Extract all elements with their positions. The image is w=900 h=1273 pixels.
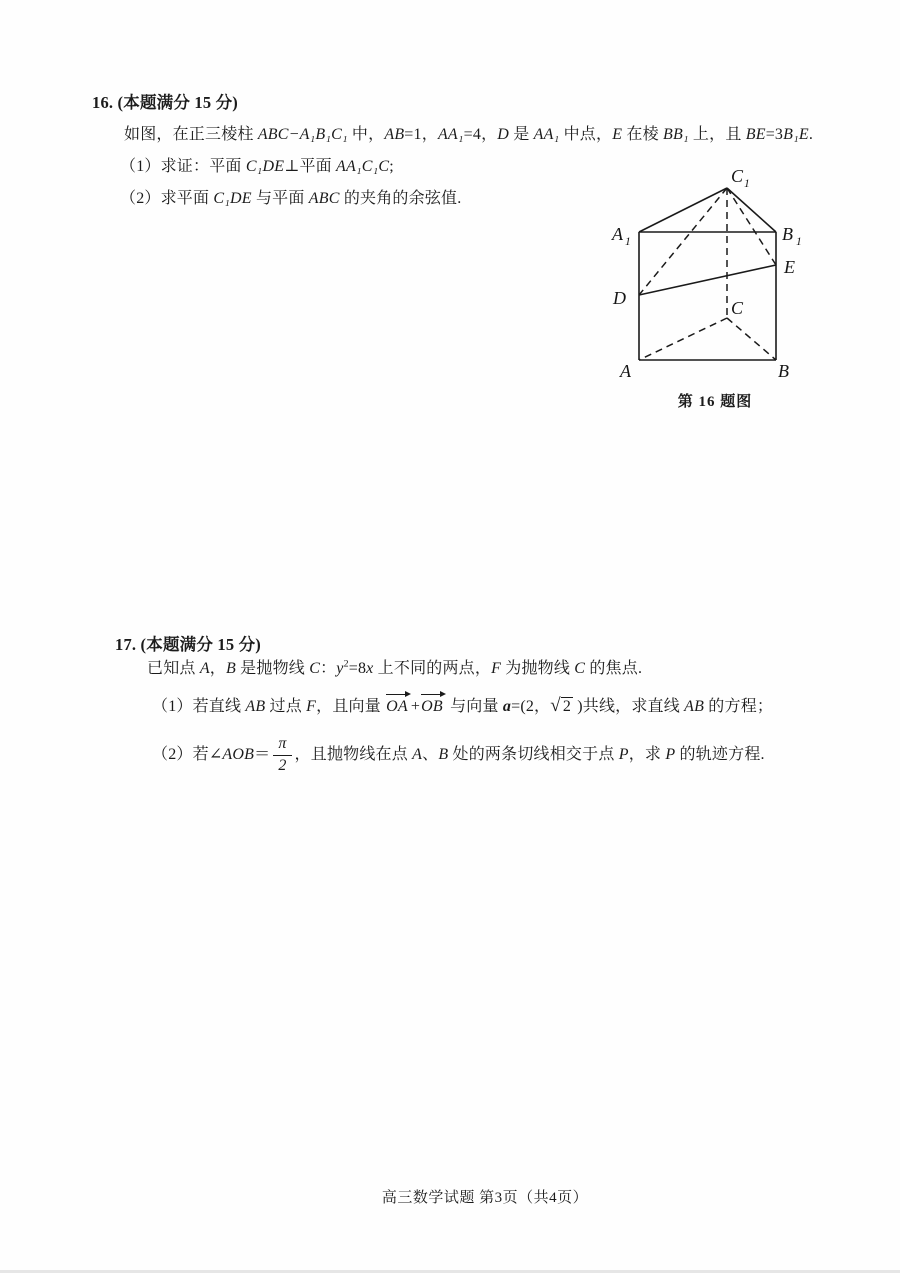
prism-solid-edges: [639, 188, 776, 360]
text-segment: （2）求平面: [120, 190, 214, 207]
vertex-label-A1: A: [612, 224, 623, 244]
text-segment: AOB: [222, 746, 255, 763]
text-segment: 中，: [347, 126, 385, 143]
text-segment: a: [502, 698, 512, 715]
vertex-label-C1: C: [731, 166, 744, 186]
vertex-label-C1-sub: 1: [744, 178, 750, 190]
text-segment: BE: [745, 126, 766, 143]
text-segment: AA₁: [437, 126, 464, 143]
vector-arrow: OB: [420, 690, 446, 716]
text-segment: AB: [384, 126, 405, 143]
text-segment: A: [412, 746, 423, 763]
prism-figure: [600, 162, 815, 384]
text-segment: （2）若: [152, 746, 209, 763]
text-segment: 与平面: [251, 190, 309, 207]
page-footer: 高三数学试题 第3页（共4页）: [381, 1190, 589, 1206]
text-segment: E: [612, 126, 623, 143]
text-segment: （1）求证：平面: [120, 158, 246, 175]
problem-16-part2: [120, 184, 461, 214]
text-segment: =4: [463, 126, 482, 143]
text-segment: y: [336, 660, 344, 677]
vertex-label-D: D: [613, 288, 626, 308]
text-segment: =3: [765, 126, 784, 143]
text-segment: 2: [343, 658, 349, 670]
text-segment: ，: [421, 126, 438, 143]
text-segment: 、: [422, 746, 439, 763]
text-segment: ABC−A₁B₁C₁: [257, 126, 348, 143]
text-segment: 上不同的两点，: [373, 660, 492, 677]
text-segment: D: [497, 126, 510, 143]
problem-16-header: 16. (本题满分 15 分): [92, 93, 238, 112]
text-segment: AB: [684, 698, 705, 715]
text-segment: P: [618, 746, 629, 763]
text-segment: C: [574, 660, 586, 677]
problem-17-intro: [147, 654, 642, 684]
text-segment: ;: [389, 158, 394, 175]
vertex-label-E: E: [784, 257, 795, 277]
text-segment: P: [665, 746, 676, 763]
text-segment: B₁E: [783, 126, 809, 143]
text-segment: 平面: [299, 158, 337, 175]
text-segment: ABC: [308, 190, 340, 207]
text-segment: x: [366, 660, 374, 677]
problem-16-intro: [124, 120, 813, 150]
text-segment: ：: [320, 660, 337, 677]
text-segment: 中点，: [559, 126, 613, 143]
text-segment: ＝: [254, 746, 271, 763]
vector-arrow: OA: [385, 690, 411, 716]
text-segment: 是: [509, 126, 534, 143]
vertex-label-A: A: [620, 361, 631, 381]
text-segment: ，且向量: [316, 698, 386, 715]
vertex-label-A1-sub: 1: [625, 236, 631, 248]
problem-16-part1: [120, 152, 394, 182]
text-segment: AA₁: [533, 126, 560, 143]
text-segment: 的夹角的余弦值.: [339, 190, 462, 207]
text-segment: 在棱: [622, 126, 663, 143]
text-segment: =8: [348, 660, 367, 677]
vertex-label-C: C: [731, 298, 744, 318]
square-root: √ 2: [550, 695, 572, 716]
text-segment: 的轨迹方程.: [675, 746, 765, 763]
vertex-label-B: B: [778, 361, 789, 381]
fraction: $\frac{\pi}{2}$: [273, 736, 291, 775]
text-segment: 为抛物线: [501, 660, 575, 677]
text-segment: ∠: [208, 746, 223, 763]
text-segment: ⊥: [284, 158, 300, 175]
text-segment: A: [199, 660, 210, 677]
text-segment: C₁DE: [213, 190, 252, 207]
text-segment: C₁DE: [245, 158, 285, 175]
text-segment: ，求: [628, 746, 666, 763]
vertex-label-B1: B: [782, 224, 793, 244]
text-segment: 如图，在正三棱柱: [124, 126, 258, 143]
text-segment: ，: [481, 126, 498, 143]
text-segment: 的焦点.: [585, 660, 643, 677]
problem-17-part1: [152, 690, 773, 722]
text-segment: 处的两条切线相交于点: [448, 746, 619, 763]
text-segment: 的方程；: [704, 698, 774, 715]
text-segment: ，: [209, 660, 226, 677]
text-segment: 上，且: [688, 126, 746, 143]
problem-17-part2: [152, 733, 765, 777]
text-segment: BB₁: [663, 126, 689, 143]
text-segment: =1: [404, 126, 422, 143]
text-segment: .: [808, 126, 814, 143]
text-segment: 是抛物线: [235, 660, 310, 677]
text-segment: AB: [245, 698, 266, 715]
text-segment: B: [226, 660, 236, 677]
text-segment: 与向量: [445, 698, 503, 715]
text-segment: F: [306, 698, 317, 715]
text-segment: ，且抛物线在点: [294, 746, 413, 763]
problem-17-header: 17. (本题满分 15 分): [115, 635, 261, 654]
text-segment: C: [309, 660, 321, 677]
text-segment: F: [491, 660, 502, 677]
text-segment: 共线，求直线: [582, 698, 685, 715]
vertex-label-B1-sub: 1: [796, 236, 802, 248]
text-segment: 过点: [265, 698, 307, 715]
figure-caption: 第 16 题图: [677, 394, 753, 410]
text-segment: =(2，: [511, 698, 551, 715]
text-segment: （1）若直线: [152, 698, 246, 715]
text-segment: B: [438, 746, 449, 763]
text-segment: +: [410, 698, 421, 715]
text-segment: AA₁C₁C: [336, 158, 390, 175]
text-segment: 已知点: [147, 660, 200, 677]
text-segment: ): [573, 698, 583, 715]
